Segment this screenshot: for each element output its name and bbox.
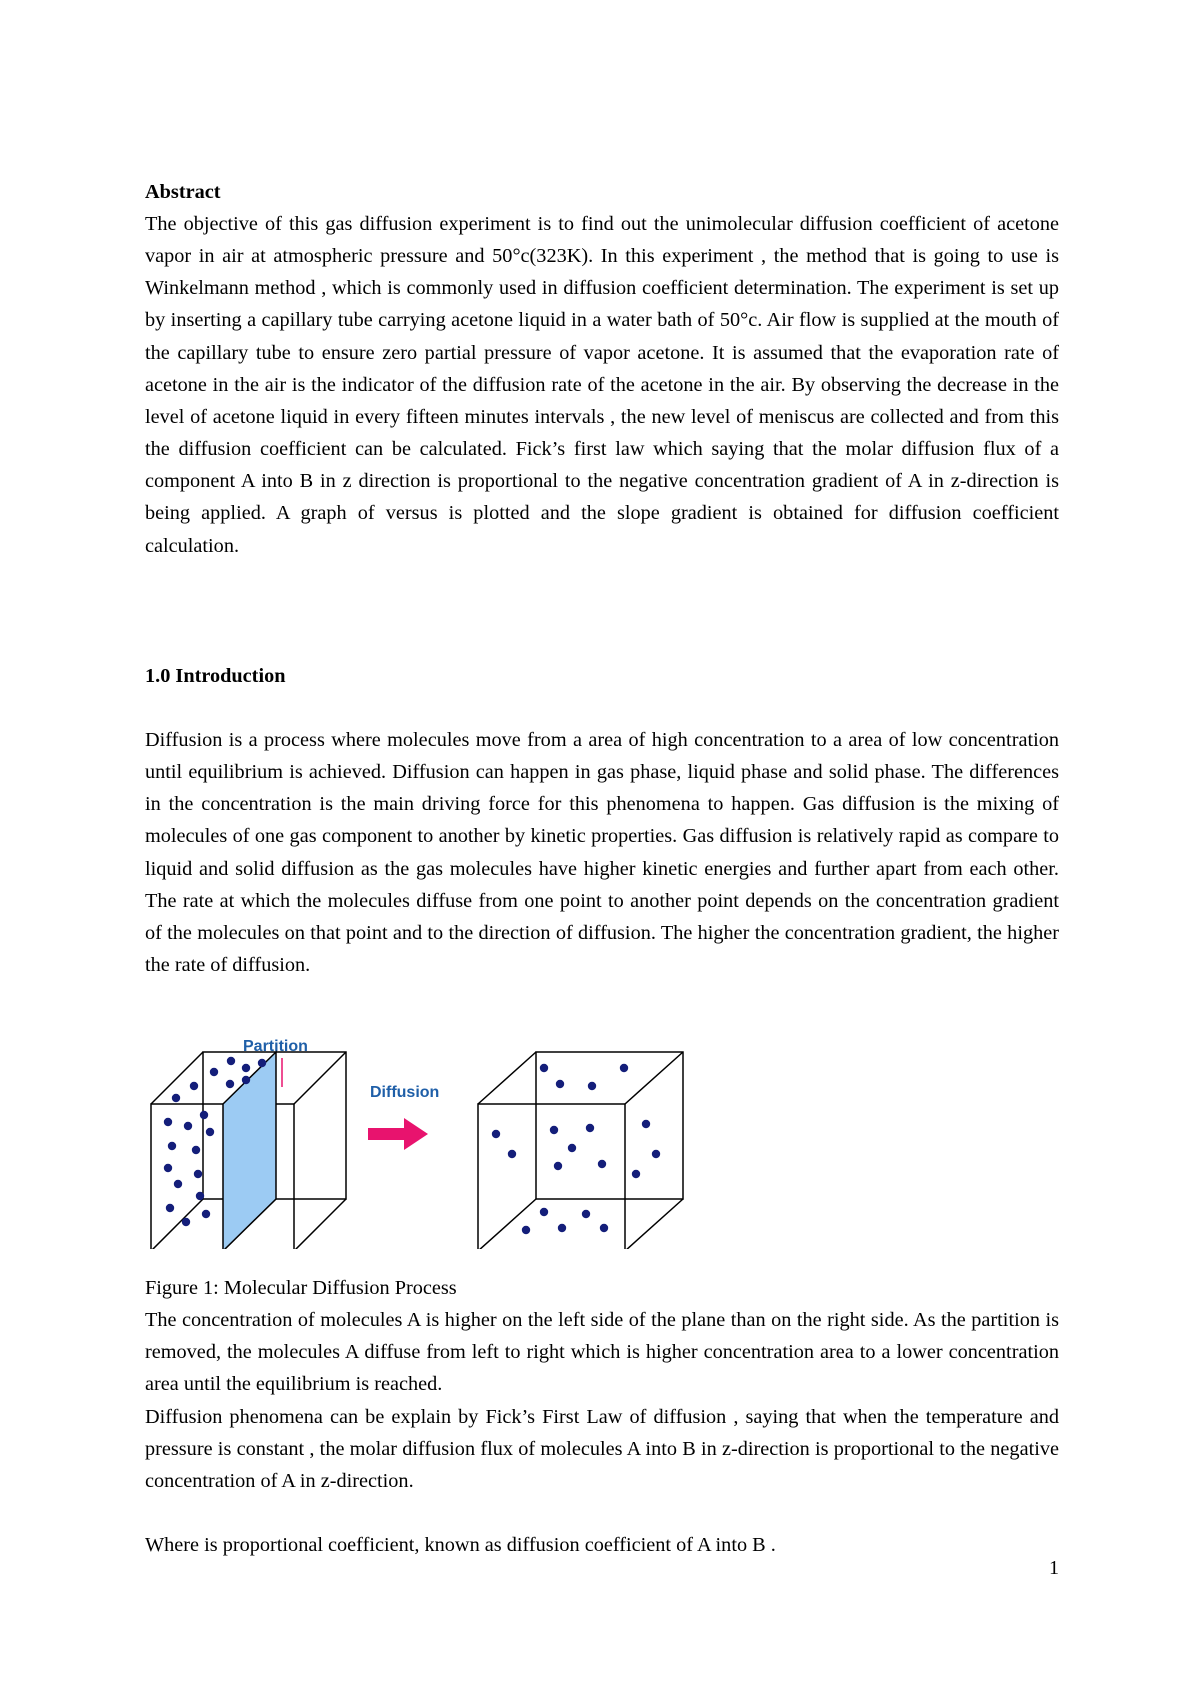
- diffusion-arrow: [368, 1118, 428, 1150]
- partition-label: Partition: [243, 1038, 308, 1055]
- right-cube: [478, 1052, 683, 1249]
- diffusion-coefficient-paragraph: Where is proportional coefficient, known as diffusion coefficient of A into B .: [145, 1534, 776, 1557]
- page-number: 1: [1049, 1557, 1059, 1579]
- abstract-section: [145, 176, 1059, 562]
- figure-caption: Figure 1: Molecular Diffusion Process: [145, 1277, 457, 1299]
- diffusion-figure: [146, 1034, 686, 1249]
- introduction-heading: 1.0 Introduction: [145, 665, 286, 687]
- figure-caption-and-discussion: [145, 1272, 1059, 1561]
- right-molecules: [492, 1064, 660, 1234]
- diffusion-label: Diffusion: [370, 1084, 440, 1101]
- ficks-law-paragraph: Diffusion phenomena can be explain by Fick’s First Law of diffusion , saying that when the temperature and pressure is constant , the molar diffusion flux of molecules A into B in z-direction is proportional to the negative concentration of A in z-direction.: [145, 1405, 1059, 1492]
- abstract-paragraph: The objective of this gas diffusion experiment is to find out the unimolecular diffusion coefficient of acetone vapor in air at atmospheric pressure and 50°c(323K). In this experiment , the method that is going to use is Winkelmann method , which is commonly used in diffusion coefficient determination. The experiment is set up by inserting a capillary tube carrying acetone liquid in a water bath of 50°c. Air flow is supplied at the mouth of the capillary tube to ensure zero partial pressure of vapor acetone. It is assumed that the evaporation rate of acetone in the air is the indicator of the diffusion rate of the acetone in the air. By observing the decrease in the level of acetone liquid in every fifteen minutes intervals , the new level of meniscus are collected and from this the diffusion coefficient can be calculated. Fick’s first law which saying that the molar diffusion flux of a component A into B in z direction is proportional to the negative concentration gradient of A in z-direction is being applied. A graph of versus is plotted and the slope gradient is obtained for diffusion coefficient calculation.: [145, 213, 1059, 557]
- introduction-paragraph: Diffusion is a process where molecules move from a area of high concentration to a area of low concentration until equilibrium is achieved. Diffusion can happen in gas phase, liquid phase and solid phase. The differences in the concentration is the main driving force for this phenomena to happen. Gas diffusion is the mixing of molecules of one gas component to another by kinetic properties. Gas diffusion is relatively rapid as compare to liquid and solid diffusion as the gas molecules have higher kinetic energies and further apart from each other. The rate at which the molecules diffuse from one point to another point depends on the concentration gradient of the molecules on that point and to the direction of diffusion. The higher the concentration gradient, the higher the rate of diffusion.: [145, 729, 1059, 977]
- partition-paragraph: The concentration of molecules A is higher on the left side of the plane than on the right side. As the partition is removed, the molecules A diffuse from left to right which is higher concentration area to a lower concentration area until the equilibrium is reached.: [145, 1309, 1059, 1396]
- right-cube-back-face: [536, 1052, 683, 1199]
- introduction-section: [145, 660, 1059, 981]
- abstract-heading: Abstract: [145, 181, 221, 203]
